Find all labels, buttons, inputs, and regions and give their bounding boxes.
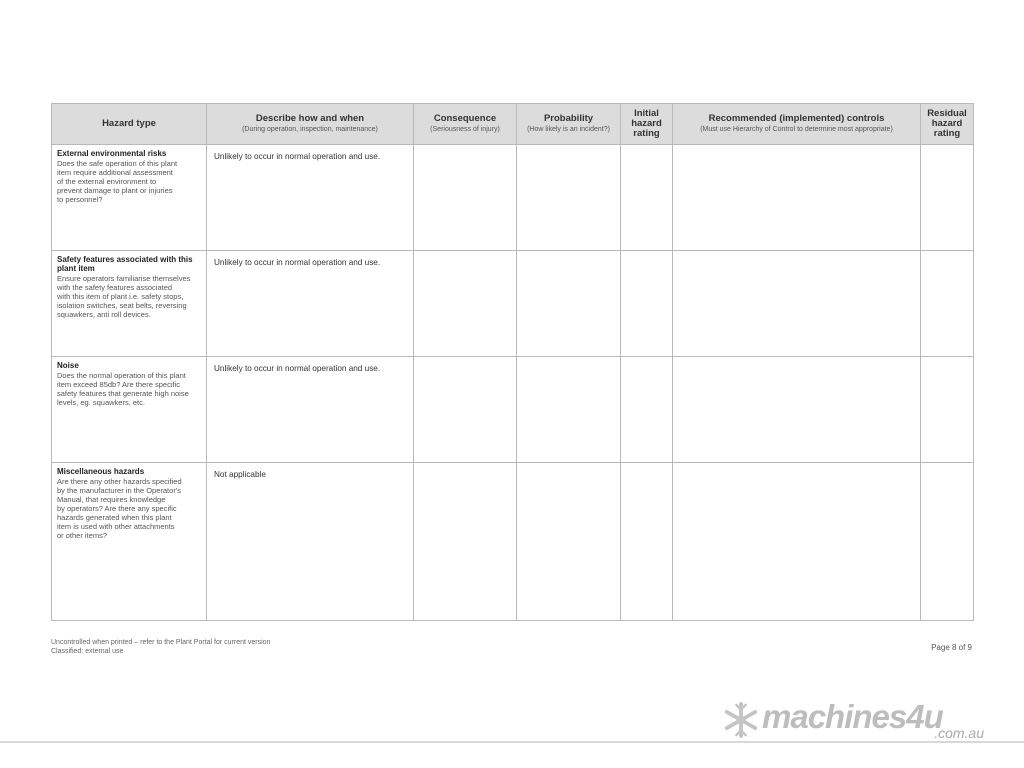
hazard-cell: [52, 463, 207, 621]
header-controls: Recommended (implemented) controls (Must use Hierarchy of Control to determine most appropriate): [673, 104, 921, 145]
hazard-description: Ensure operators familiarise themselves with the safety features associated with this item of plant i.e. safety stops, isolation switches, seat belts, reversing squawkers, anti roll devices.: [57, 274, 191, 319]
residual-rating-cell: [921, 145, 974, 251]
header-probability: Probability (How likely is an incident?): [517, 104, 621, 145]
table-row: [52, 463, 974, 621]
probability-cell: [517, 145, 621, 251]
hazard-table: [51, 103, 974, 621]
describe-cell: Unlikely to occur in normal operation and use.: [207, 251, 414, 357]
hazard-cell: [52, 251, 207, 357]
describe-cell: Unlikely to occur in normal operation and use.: [207, 357, 414, 463]
hazard-description: Are there any other hazards specified by the manufacturer in the Operator's Manual, that requires knowledge by operators? Are there any specific hazards generated when this plant item is used with other attachments or other items?: [57, 477, 182, 540]
header-residual-rating: Residual hazard rating: [921, 104, 974, 145]
probability-cell: [517, 251, 621, 357]
initial-rating-cell: [621, 357, 673, 463]
hazard-name: Noise: [57, 361, 79, 370]
initial-rating-cell: [621, 463, 673, 621]
watermark-brand: machines4u: [762, 698, 943, 735]
table-header-row: [52, 104, 974, 145]
table-row: [52, 145, 974, 251]
table-row: [52, 251, 974, 357]
document-footer: [51, 638, 270, 656]
probability-cell: [517, 463, 621, 621]
hazard-name: Safety features associated with this plant item: [57, 255, 193, 273]
uncontrolled-notice: Uncontrolled when printed – refer to the Plant Portal for current version: [51, 639, 271, 646]
initial-rating-cell: [621, 145, 673, 251]
hazard-name: Miscellaneous hazards: [57, 467, 145, 476]
hazard-cell: [52, 357, 207, 463]
consequence-cell: [414, 357, 517, 463]
residual-rating-cell: [921, 251, 974, 357]
consequence-cell: [414, 145, 517, 251]
initial-rating-cell: [621, 251, 673, 357]
watermark-logo: [722, 700, 988, 744]
probability-cell: [517, 357, 621, 463]
hazard-description: Does the normal operation of this plant item exceed 85db? Are there specific safety features that generate high noise levels, eg. squawkers, etc.: [57, 371, 189, 407]
hazard-cell: [52, 145, 207, 251]
controls-cell: [673, 463, 921, 621]
page-number: Page 8 of 9: [931, 643, 972, 652]
controls-cell: [673, 357, 921, 463]
header-consequence: Consequence (Seriousness of injury): [414, 104, 517, 145]
classification-notice: Classified: external use: [51, 648, 124, 655]
hazard-name: External environmental risks: [57, 149, 167, 158]
residual-rating-cell: [921, 463, 974, 621]
header-initial-rating: Initial hazard rating: [621, 104, 673, 145]
header-describe: Describe how and when (During operation, inspection, maintenance): [207, 104, 414, 145]
controls-cell: [673, 251, 921, 357]
consequence-cell: [414, 463, 517, 621]
table-row: [52, 357, 974, 463]
snowflake-logo-icon: [722, 701, 760, 739]
consequence-cell: [414, 251, 517, 357]
hazard-description: Does the safe operation of this plant item require additional assessment of the external environment to prevent damage to plant or injuries to personnel?: [57, 159, 178, 204]
header-hazard-type: Hazard type: [52, 104, 207, 145]
watermark-domain: .com.au: [934, 725, 984, 741]
controls-cell: [673, 145, 921, 251]
residual-rating-cell: [921, 357, 974, 463]
describe-cell: Unlikely to occur in normal operation and use.: [207, 145, 414, 251]
describe-cell: Not applicable: [207, 463, 414, 621]
